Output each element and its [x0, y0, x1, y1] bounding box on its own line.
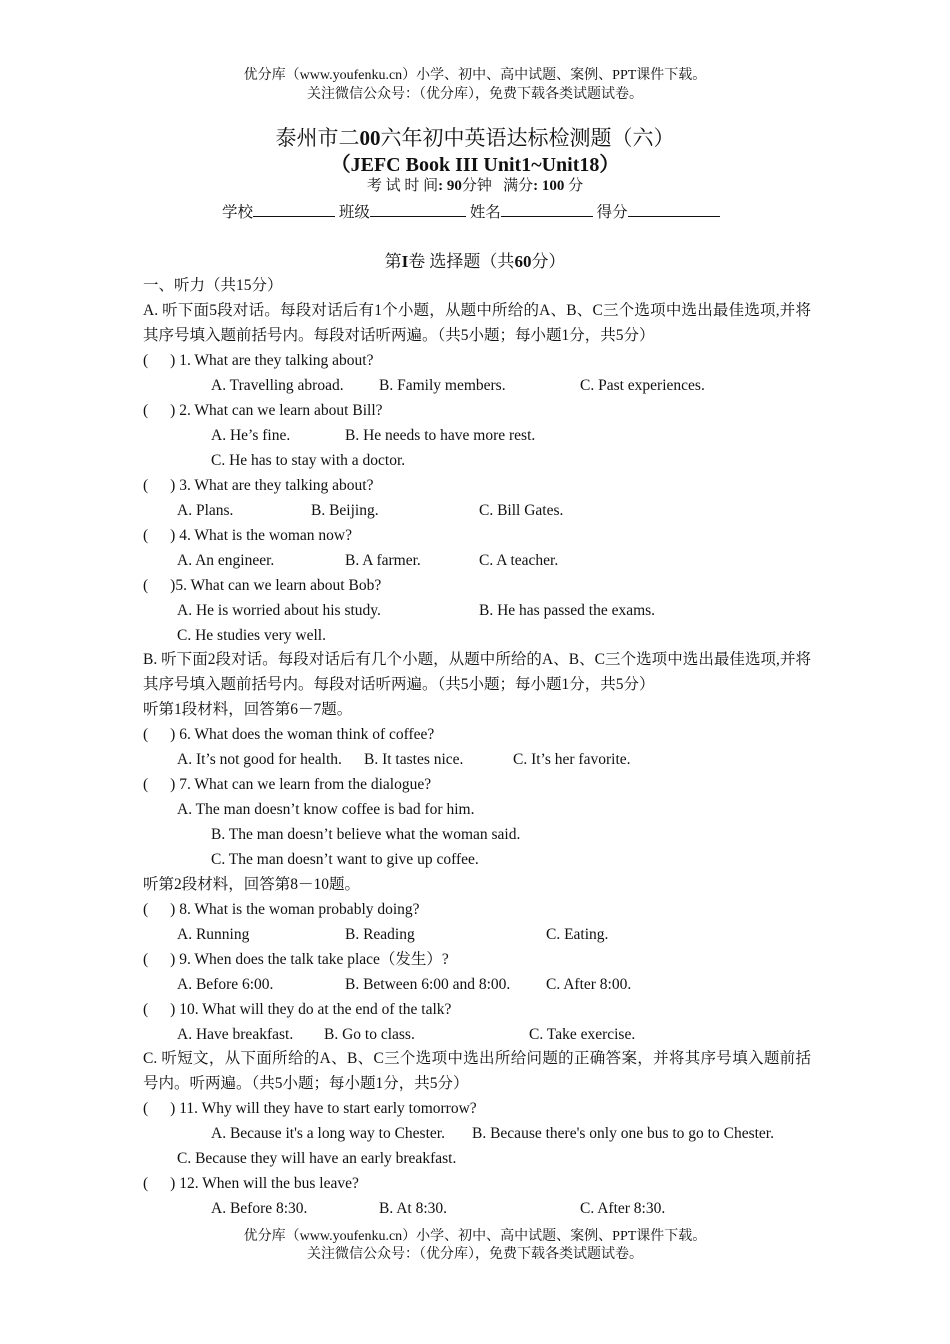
q6-option-b: B. It tastes nice. — [364, 751, 464, 768]
school-label: 学校 — [222, 204, 254, 221]
q11-option-b: B. Because there's only one bus to go to Chester. — [472, 1125, 774, 1142]
question-9 — [143, 950, 449, 970]
exam-subtitle: （JEFC Book III Unit1~Unit18） — [330, 154, 620, 176]
site-footer-line-1: 优分库（www.youfenku.cn）小学、初中、高中试题、案例、PPT课件下载。 — [243, 1229, 707, 1244]
question-1 — [143, 351, 373, 371]
score-blank[interactable] — [628, 202, 720, 217]
q3-option-b: B. Beijing. — [311, 502, 379, 519]
q4-option-b: B. A farmer. — [345, 552, 421, 569]
q1-option-b: B. Family members. — [379, 377, 506, 394]
answer-paren[interactable]: ( — [143, 1100, 149, 1117]
q2-option-c: C. He has to stay with a doctor. — [211, 452, 406, 469]
q3-option-a: A. Plans. — [177, 502, 234, 519]
q4-option-c: C. A teacher. — [479, 552, 559, 569]
exam-time-score — [0, 177, 950, 195]
volume-pre: 第 — [384, 252, 402, 271]
site-footer-line-2: 关注微信公众号：（优分库），免费下载各类试题试卷。 — [307, 1247, 643, 1262]
q8-option-b: B. Reading — [345, 926, 415, 943]
volume-roman: I — [401, 252, 409, 271]
answer-paren[interactable]: ( — [143, 726, 149, 743]
question-stem: ) 8. What is the woman probably doing? — [170, 901, 420, 918]
site-header-line-1: 优分库（www.youfenku.cn）小学、初中、高中试题、案例、PPT课件下载。 — [243, 68, 707, 83]
q11-option-c: C. Because they will have an early breakfast. — [177, 1150, 457, 1167]
question-5 — [143, 576, 381, 596]
q12-option-b: B. At 8:30. — [379, 1200, 448, 1217]
q6-option-a: A. It’s not good for health. — [177, 751, 342, 768]
answer-paren[interactable]: ( — [143, 527, 149, 544]
section-listening-title: 一、听力（共15分） — [143, 277, 283, 294]
part-b-instructions: B. 听下面2段对话。每段对话后有几个小题，从题中所给的A、B、C三个选项中选出最佳选项,并将其序号填入题前括号内。每段对话听两遍。（共5小题；每小题1分，共5分） — [143, 651, 811, 693]
answer-paren[interactable]: ( — [143, 1001, 149, 1018]
question-7 — [143, 775, 431, 795]
question-4 — [143, 526, 352, 546]
question-6 — [143, 725, 434, 745]
question-2 — [143, 401, 383, 421]
time-label: 考 试 时 间 — [366, 178, 439, 194]
name-label: 姓名 — [469, 204, 501, 221]
q9-option-a: A. Before 6:00. — [177, 976, 274, 993]
question-stem: ) 11. Why will they have to start early tomorrow? — [170, 1100, 477, 1117]
answer-paren[interactable]: ( — [143, 352, 149, 369]
question-stem: ) 3. What are they talking about? — [170, 477, 374, 494]
part-c-instructions: C. 听短文，从下面所给的A、B、C三个选项中选出所给问题的正确答案，并将其序号填入题前括号内。听两遍。（共5小题；每小题1分，共5分） — [143, 1050, 811, 1092]
title-part: 六年初中英语达标检测题（六） — [380, 126, 675, 150]
question-8 — [143, 900, 420, 920]
answer-paren[interactable]: ( — [143, 577, 149, 594]
title-part-bold: 00 — [359, 126, 381, 150]
question-11 — [143, 1099, 477, 1119]
name-blank[interactable] — [501, 202, 593, 217]
class-label: 班级 — [338, 204, 370, 221]
title-part: 泰州市二 — [275, 126, 360, 150]
question-3 — [143, 476, 373, 496]
q1-option-a: A. Travelling abroad. — [211, 377, 344, 394]
score-label: 满分 — [503, 178, 534, 194]
q7-option-c: C. The man doesn’t want to give up coffee. — [211, 851, 479, 868]
answer-paren[interactable]: ( — [143, 776, 149, 793]
q5-option-a: A. He is worried about his study. — [177, 602, 381, 619]
question-stem: ) 6. What does the woman think of coffee? — [170, 726, 435, 743]
answer-paren[interactable]: ( — [143, 1175, 149, 1192]
q6-option-c: C. It’s her favorite. — [513, 751, 631, 768]
site-header-line-2: 关注微信公众号：（优分库），免费下载各类试题试卷。 — [307, 87, 643, 102]
q12-option-a: A. Before 8:30. — [211, 1200, 308, 1217]
q11-option-a: A. Because it's a long way to Chester. — [211, 1125, 445, 1142]
score-value: : 100 — [533, 178, 565, 194]
answer-paren[interactable]: ( — [143, 402, 149, 419]
answer-paren[interactable]: ( — [143, 477, 149, 494]
answer-paren[interactable]: ( — [143, 901, 149, 918]
q9-option-b: B. Between 6:00 and 8:00. — [345, 976, 511, 993]
question-stem: ) 7. What can we learn from the dialogue? — [170, 776, 432, 793]
volume-post: 卷 选择题（共 — [408, 252, 515, 271]
q5-option-b: B. He has passed the exams. — [479, 602, 656, 619]
q8-option-a: A. Running — [177, 926, 250, 943]
question-12 — [143, 1174, 359, 1194]
time-unit: 分钟 — [461, 178, 492, 194]
q10-option-a: A. Have breakfast. — [177, 1026, 294, 1043]
volume-end: 分） — [531, 252, 566, 271]
q9-option-c: C. After 8:00. — [546, 976, 632, 993]
q4-option-a: A. An engineer. — [177, 552, 275, 569]
time-value: : 90 — [438, 178, 462, 194]
volume-heading — [0, 251, 950, 273]
q7-option-a: A. The man doesn’t know coffee is bad for him. — [177, 801, 475, 818]
question-stem: ) 2. What can we learn about Bill? — [170, 402, 383, 419]
q3-option-c: C. Bill Gates. — [479, 502, 564, 519]
q5-option-c: C. He studies very well. — [177, 627, 326, 644]
q2-option-b: B. He needs to have more rest. — [345, 427, 536, 444]
q2-option-a: A. He’s fine. — [211, 427, 291, 444]
volume-num: 60 — [514, 252, 532, 271]
question-stem: ) 12. When will the bus leave? — [170, 1175, 359, 1192]
question-stem: ) 10. What will they do at the end of the talk? — [170, 1001, 452, 1018]
answer-paren[interactable]: ( — [143, 951, 149, 968]
question-10 — [143, 1000, 451, 1020]
school-blank[interactable] — [253, 202, 335, 217]
material-1-heading: 听第1段材料，回答第6－7题。 — [143, 701, 353, 718]
part-a-instructions: A. 听下面5段对话。每段对话后有1个小题，从题中所给的A、B、C三个选项中选出最佳选项,并将其序号填入题前括号内。每段对话听两遍。（共5小题；每小题1分，共5分） — [143, 302, 811, 344]
question-stem: ) 9. When does the talk take place（发生）? — [170, 951, 449, 968]
q10-option-c: C. Take exercise. — [529, 1026, 636, 1043]
q12-option-c: C. After 8:30. — [580, 1200, 666, 1217]
question-stem: ) 4. What is the woman now? — [170, 527, 352, 544]
q1-option-c: C. Past experiences. — [580, 377, 705, 394]
score-label-field: 得分 — [596, 204, 628, 221]
q10-option-b: B. Go to class. — [324, 1026, 415, 1043]
q7-option-b: B. The man doesn’t believe what the woman said. — [211, 826, 521, 843]
question-stem: )5. What can we learn about Bob? — [170, 577, 382, 594]
student-info-row — [222, 202, 720, 223]
score-unit: 分 — [568, 178, 584, 194]
q8-option-c: C. Eating. — [546, 926, 609, 943]
question-stem: ) 1. What are they talking about? — [170, 352, 374, 369]
material-2-heading: 听第2段材料，回答第8－10题。 — [143, 876, 361, 893]
class-blank[interactable] — [370, 202, 466, 217]
